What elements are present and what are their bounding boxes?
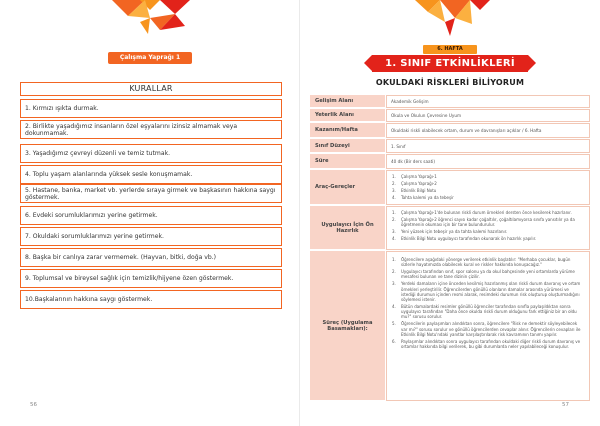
development-area-value: Akademik Gelişim xyxy=(386,95,590,108)
list-item: 3. Yerdeki damaların içine önceden kesilmiş hazırlanmış olan riskli durum davranış ve ortam örnekleri yerleştirilir. Öğrencilerden gönüllü olanların damalar arasında yürümesi ve istediği durumun içinden resmi alarak, resimdeki durumun risk oluşturup oluşturmadığını söylemesi istenir. xyxy=(392,281,581,303)
competence-area-label: Yeterlik Alanı xyxy=(310,109,385,122)
duration-label: Süre xyxy=(310,154,385,169)
decorative-triangles-left xyxy=(0,0,300,45)
rule-item: 6. Evdeki sorumluklarımızı yerine getirmek. xyxy=(20,206,282,225)
preparation-list xyxy=(386,206,590,250)
activity-banner: 1. SINIF ETKİNLİKLERİ xyxy=(372,55,528,72)
list-item: 2. Çalışma Yaprağı-2 xyxy=(392,181,437,186)
tools-list xyxy=(386,170,590,205)
process-label: Süreç (Uygulama Basamakları): xyxy=(310,251,385,401)
list-item: 1. Çalışma Yaprağı-1'de bulunan riskli durum örnekleri dersten önce kesilerek hazırlanır. xyxy=(392,210,572,215)
preparation-label: Uygulayıcı İçin Ön Hazırlık xyxy=(310,206,385,250)
list-item: 4. Tahta kalemi ya da tebeşir xyxy=(392,195,454,200)
grade-level-value: 1. Sınıf xyxy=(386,139,590,153)
rule-item: 5. Hastane, banka, market vb. yerlerde sıraya girmek ve başkasının hakkına saygı göstermek. xyxy=(20,184,282,203)
list-item: 2. Çalışma Yaprağı-2 öğrenci sayısı kadar çoğaltılır, çoğaltılamıyorsa sınıfa yansıtılır ya da öğretmenin okuması için bir tane bulundurulur. xyxy=(392,217,575,228)
list-item: 1. Öğrencilere aşağıdaki yönerge verilerek etkinlik başlatılır: "Merhaba çocuklar, bugün sizlerle hayatımızda olabilecek kural ve riskler hakkında konuşacağız." xyxy=(392,257,571,268)
list-item: 3. Yeni yüzsek için tebeşir ya da tahta kalemi hazırlanır. xyxy=(392,229,508,235)
worksheet-label: Çalışma Yaprağı 1 xyxy=(108,52,192,64)
list-item: 4. Bütün damalardaki resimler gönüllü öğrenciler tarafından sınıfla paylaşıldıktan sonra uygulayıcı tarafından "Daha önce okulda riskli durum olduğunu fark ettiğiniz bir an oldu mu?" sorusu sorulur. xyxy=(392,304,577,320)
list-item: 4. Etkinlik Bilgi Notu uygulayıcı tarafından okunarak ön hazırlık yapılır. xyxy=(392,236,537,242)
tools-label: Araç-Gereçler xyxy=(310,170,385,205)
decorative-triangles-right xyxy=(300,0,600,45)
list-item: 3. Etkinlik Bilgi Notu xyxy=(392,188,437,193)
page-number-right: 57 xyxy=(562,402,569,408)
rule-item: 8. Başka bir canlıya zarar vermemek. (Hayvan, bitki, doğa vb.) xyxy=(20,248,282,267)
rule-item: 10.Başkalarının hakkına saygı göstermek. xyxy=(20,290,282,309)
duration-value: 40 dk (Bir ders saati) xyxy=(386,154,590,169)
rules-title: KURALLAR xyxy=(20,82,282,96)
rule-item: 4. Toplu yaşam alanlarında yüksek sesle konuşmamak. xyxy=(20,165,282,184)
rule-item: 7. Okuldaki sorumluklarımızı yerine getirmek. xyxy=(20,227,282,246)
list-item: 2. Uygulayıcı tarafından sınıf, spor salonu ya da okul bahçesinde yeni ortamlarda yürüme mesafesi bulunan ve tane dizinin çizilir. xyxy=(392,269,575,280)
outcome-value: Okuldaki riskli olabilecek ortam, durum ve davranışları açıklar / 6. Hafta xyxy=(386,123,590,138)
list-item: 5. Öğrencilerin paylaşımları alındıktan sonra, öğrencilere "Risk ne demektir söyleyebilecek var mı?" sorusu sorulur ve gönüllü öğrencilerden cevaplar alınır. Öğrencilerin cevapları ile Etkinlik Bilgi Notu'ndaki yanıtlar karşılaştırılarak risk kavramının tanımı yapılır. xyxy=(392,321,581,337)
competence-area-value: Okula ve Okulun Çevresine Uyum xyxy=(386,109,590,122)
rule-item: 2. Birlikte yaşadığımız insanların özel eşyalarını izinsiz almamak veya dokunmamak. xyxy=(20,120,282,139)
rule-item: 1. Kırmızı ışıkta durmak. xyxy=(20,99,282,118)
lesson-title: OKULDAKİ RİSKLERİ BİLİYORUM xyxy=(375,78,525,87)
banner-left-point xyxy=(364,55,372,71)
banner-right-point xyxy=(528,55,536,71)
list-item: 6. Paylaşımlar alındıktan sonra uygulayıcı tarafından okuldaki diğer riskli durum davranış ve ortamlar hakkında bilgi verilerek, bu gibi durumlarda neler yapılabileceği konuşulur. xyxy=(392,338,581,350)
page-number-left: 56 xyxy=(30,402,37,408)
rule-item: 3. Yaşadığımız çevreyi düzenli ve temiz tutmak. xyxy=(20,144,282,163)
list-item: 1. Çalışma Yaprağı-1 xyxy=(392,174,437,179)
development-area-label: Gelişim Alanı xyxy=(310,95,385,108)
rule-item: 9. Toplumsal ve bireysel sağlık için temizlik/hijyene özen göstermek. xyxy=(20,269,282,288)
outcome-label: Kazanım/Hafta xyxy=(310,123,385,138)
grade-level-label: Sınıf Düzeyi xyxy=(310,139,385,153)
week-badge: 6. HAFTA xyxy=(423,45,477,54)
process-list xyxy=(386,251,590,401)
